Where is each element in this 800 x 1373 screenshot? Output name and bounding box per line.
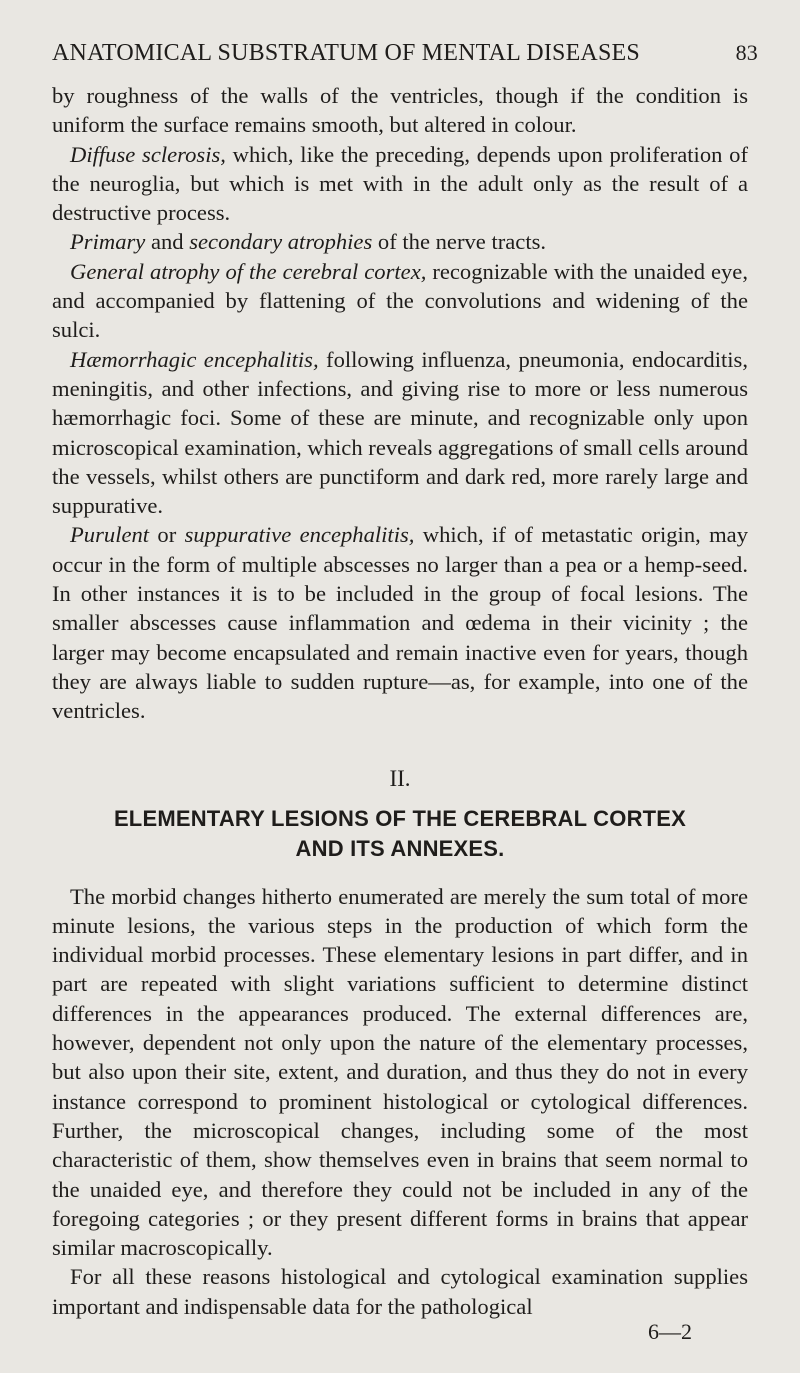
term-haemorrhagic-encephalitis: Hæmorrhagic encephalitis, xyxy=(70,346,319,372)
term-primary: Primary xyxy=(70,229,146,255)
page-number: 83 xyxy=(735,40,758,65)
paragraph-text: which, like the preceding, depends upon proliferation of the neuroglia, but which is met with in the adult only as the result of a destructive process. xyxy=(52,141,748,226)
paragraph-text: which, if of metastatic origin, may occur in the form of multiple abscesses no larger than a pea or a hemp-seed. In other instances it is to be included in the group of focal lesions. The smaller abscesses cause inflammation and œdema in their vicinity ; the larger may become encapsulated and remain inactive even for years, though they are always liable to sudden rupture—as, for example, into one of the ventricles. xyxy=(52,522,749,724)
term-secondary-atrophies: secondary atrophies xyxy=(189,229,373,255)
running-head xyxy=(52,40,758,67)
paragraph-text: by roughness of the walls of the ventricles, though if the condition is uniform the surface remains smooth, but altered in colour. xyxy=(52,83,748,138)
section-title-line-1: ELEMENTARY LESIONS OF THE CEREBRAL CORTEX xyxy=(113,805,687,831)
term-purulent: Purulent xyxy=(70,522,150,548)
paragraph-purulent-encephalitis xyxy=(52,520,748,725)
paragraph-text: of the nerve tracts. xyxy=(372,229,547,255)
paragraph-histological-examination: For all these reasons histological and cytological examination supplies important and indispensable data for the pathological xyxy=(52,1264,748,1319)
paragraph-haemorrhagic-encephalitis xyxy=(52,345,748,521)
paragraph-atrophies xyxy=(52,227,748,256)
section-number: II. xyxy=(389,765,411,791)
connector-text: or xyxy=(149,522,185,548)
section-title xyxy=(52,804,748,864)
signature-mark: 6—2 xyxy=(648,1318,692,1344)
section-title-line-2: AND ITS ANNEXES. xyxy=(295,835,505,861)
paragraph-diffuse-sclerosis xyxy=(52,140,748,228)
term-general-atrophy: General atrophy of the cerebral cortex, xyxy=(70,258,427,284)
connector-text: and xyxy=(145,229,190,255)
running-title: ANATOMICAL SUBSTRATUM OF MENTAL DISEASES xyxy=(52,40,640,66)
term-diffuse-sclerosis: Diffuse sclerosis, xyxy=(70,141,226,167)
paragraph-morbid-changes: The morbid changes hitherto enumerated are merely the sum total of more minute lesions, the various steps in the production of which form the individual morbid processes. These elementary lesions in part differ, and in part are repeated with slight variations sufficient to determine distinct differences in the appearances produced. The external differences are, however, dependent not only upon the nature of the elementary processes, but also upon their site, extent, and duration, and thus they do not in every instance correspond to prominent histological or cytological differences. Further, the microscopical changes, including some of the most characteristic of them, show themselves even in brains that seem normal to the unaided eye, and therefore they could not be included in any of the foregoing categories ; or they present different forms in brains that appear similar macroscopically. xyxy=(52,883,748,1261)
paragraph-text: following influenza, pneumonia, endocarditis, meningitis, and other infections, and giving rise to more or less numerous hæmorrhagic foci. Some of these are minute, and recognizable only upon microscopical examination, which reveals aggregations of small cells around the vessels, whilst others are punctiform and dark red, more rarely large and suppurative. xyxy=(52,346,749,519)
paragraph-continuation xyxy=(52,81,748,140)
paragraph-text: recognizable with the unaided eye, and accompanied by flattening of the convolutions and widening of the sulci. xyxy=(52,258,748,343)
paragraph-general-atrophy xyxy=(52,257,748,345)
term-suppurative-encephalitis: suppurative encephalitis, xyxy=(184,522,415,548)
